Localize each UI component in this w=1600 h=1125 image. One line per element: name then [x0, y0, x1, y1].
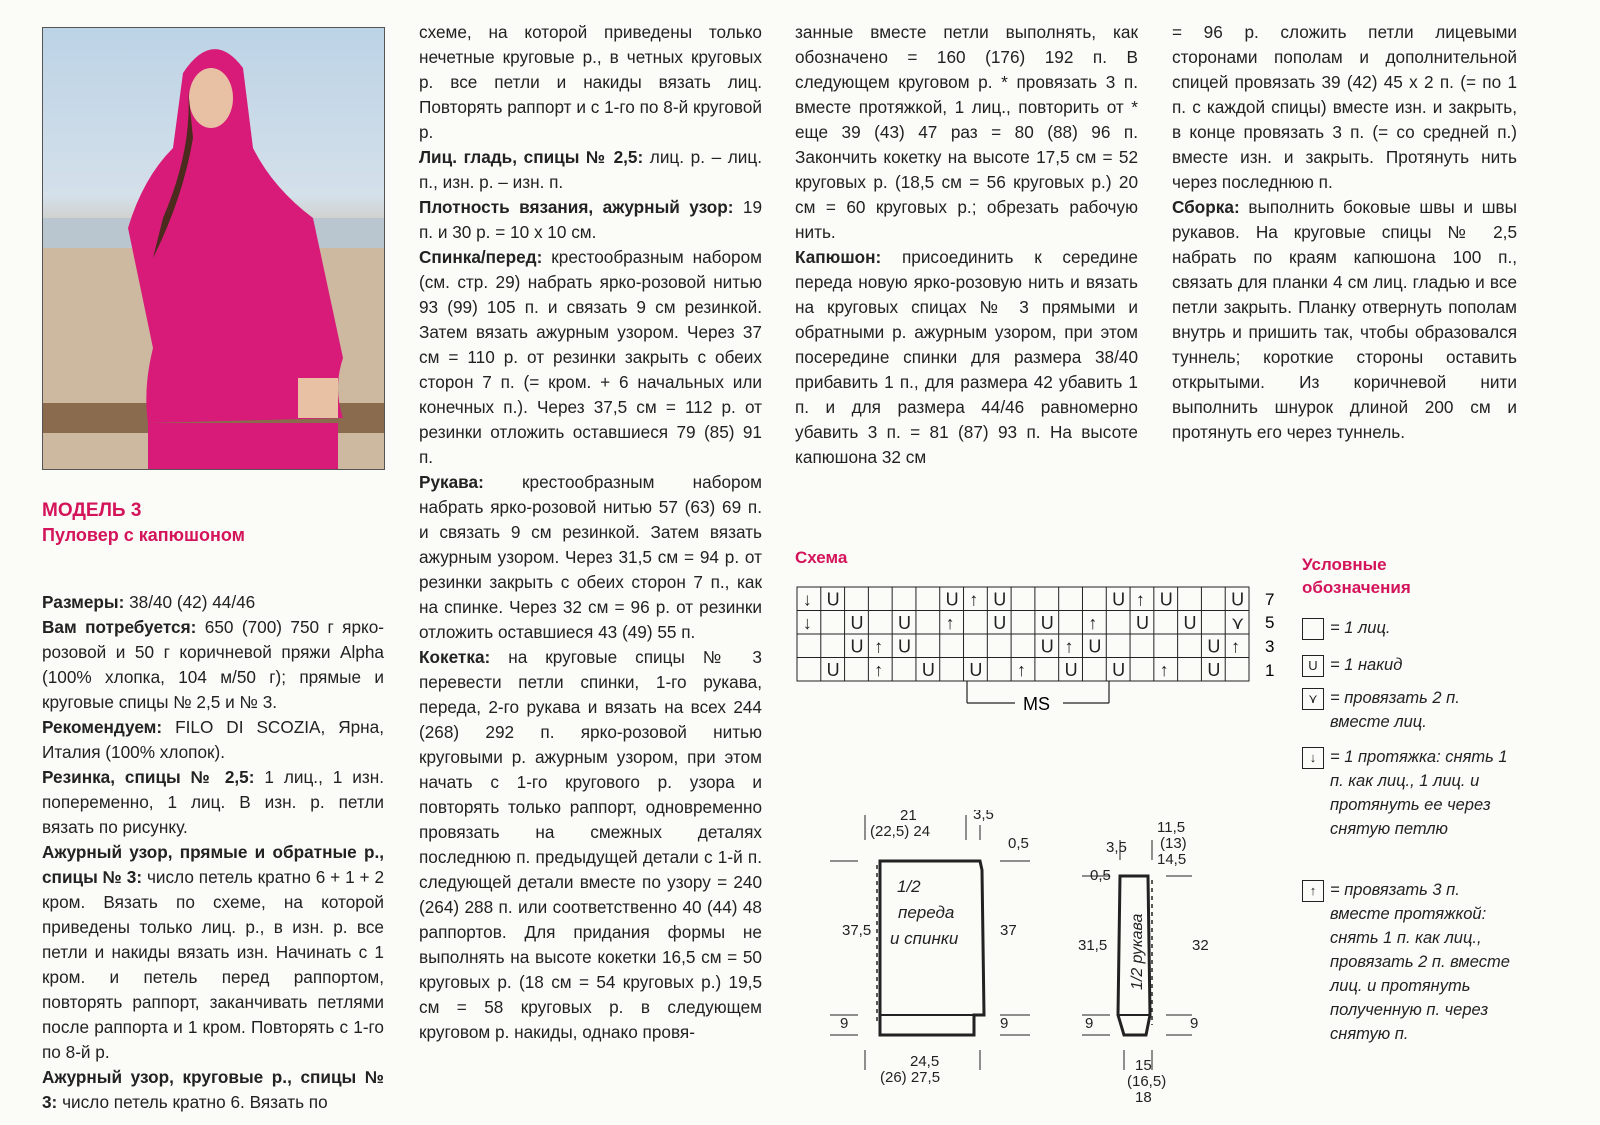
legend-title-line2: обозначения — [1302, 578, 1411, 597]
paragraph-text: 19 п. и 30 р. = 10 х 10 см. — [419, 197, 762, 242]
chart-stitch-symbol: ↓ — [802, 589, 812, 610]
paragraph-text: 650 (700) 750 г ярко-розовой и 50 г коричневой пряжи Alpha (100% хлопка, 104 м/50 г); прямые и круговые спицы № 2,5 и № 3. — [42, 617, 385, 712]
chart-stitch-symbol: U — [898, 636, 912, 657]
chart-stitch-symbol: U — [850, 636, 864, 657]
paragraph-text: число петель кратно 6 + 1 + 2 кром. Вязать по схеме, на которой приведены только лиц. р., в изн. р. все петли и накиды вязать изн. Начинать с 1 кром. и петель перед раппортом, повторять раппорт, заканчивать петлями после раппорта и 1 кром. Повторять с 1-го по 8-й р. — [42, 867, 385, 1062]
model-title-block — [42, 498, 245, 548]
sleeve-bottom-width-size3: 18 — [1135, 1089, 1152, 1106]
paragraph — [42, 1065, 384, 1115]
chart-stitch-symbol: U — [1135, 613, 1149, 633]
paragraph-text: лиц. р. – лиц. п., изн. р. – изн. п. — [419, 147, 762, 192]
paragraph — [1172, 195, 1517, 445]
yarn-over-symbol: U — [1302, 655, 1324, 677]
front-label-2: переда — [898, 903, 955, 922]
chart-stitch-symbol: U — [993, 613, 1007, 633]
chart-stitch-symbol: U — [1112, 589, 1126, 610]
sleeve-bottom-width: 15 — [1135, 1057, 1152, 1074]
model-subtitle: Пуловер с капюшоном — [42, 525, 245, 545]
chart-stitch-symbol: U — [1112, 660, 1126, 680]
paragraph — [419, 645, 762, 1045]
paragraph-heading: Рукава: — [419, 472, 484, 492]
paragraph-heading: Плотность вязания, ажурный узор: — [419, 197, 734, 217]
ssk-symbol: ↓ — [1302, 747, 1324, 769]
legend-k2tog-text: = провязать 2 п. вместе лиц. — [1330, 689, 1460, 731]
front-bottom-width: 24,5 — [910, 1053, 940, 1070]
paragraph — [419, 470, 762, 645]
paragraph-text: крестообразным набором (см. стр. 29) набрать ярко-розовой нитью 93 (99) 105 п. и связать 9 см резинкой. Затем вязать ажурным узором. Через 37 см = 110 р. от резинки закрыть с обеих сторон 7 п. (= кром. + 6 начальных или конечных п.). Через 37,5 см = 112 р. от резинки отложить оставшиеся 79 (85) 91 п. — [419, 247, 762, 467]
front-right-height: 37 — [1000, 922, 1017, 939]
front-bottom-width-sizes: (26) 27,5 — [880, 1069, 941, 1086]
front-label-1: 1/2 — [897, 877, 921, 896]
paragraph-text: FILO DI SCOZIA, Ярна, Италия (100% хлопок). — [42, 717, 384, 762]
paragraph — [42, 590, 384, 615]
paragraph-text: занные вместе петли выполнять, как обозначено = 160 (176) 192 п. В следующем круговом р. * провязать 3 п. вместе протяжкой, 1 лиц., повторить от * еще 39 (43) 47 раз = 80 (88) 96 п. Закончить кокетку на высоте 17,5 см = 52 круговых р. (18,5 см = 56 круговых р.) 20 см = 60 круговых р.; обрезать рабочую нить. — [795, 22, 1138, 242]
paragraph — [1172, 20, 1517, 195]
front-shoulder: 3,5 — [973, 810, 994, 823]
chart-stitch-symbol: ↑ — [1135, 589, 1145, 610]
paragraph-text: = 96 р. сложить петли лицевыми сторонами пополам и дополнительной спицей провязать 39 (42) 45 х 2 п. (= по 1 п. с каждой спицы) вместе изн. и закрыть, в конце провязать 3 п. (= со средней п.) вместе изн. и закрыть. Протянуть нить через последнюю п. — [1172, 22, 1517, 192]
paragraph — [419, 145, 762, 195]
front-rib-left: 9 — [840, 1015, 849, 1032]
k2tog-symbol: ⋎ — [1302, 688, 1324, 710]
text-column-2 — [419, 20, 762, 1045]
paragraph — [795, 245, 1138, 470]
legend-title-line1: Условные — [1302, 555, 1387, 574]
chart-stitch-symbol: ↑ — [1231, 636, 1241, 657]
chart-stitch-symbol: U — [1207, 636, 1221, 657]
paragraph-text: крестообразным набором набрать ярко-розовой нитью 57 (63) 69 п. и связать 9 см резинкой. Затем вязать ажурным узором. Через 31,5 см = 94 р. от резинки закрыть с обеих сторон 7 п., как на спинке. Через 32 см = 96 р. от резинки отложить оставшиеся 43 (49) 55 п. — [419, 472, 762, 642]
knit-stitch-symbol — [1302, 618, 1324, 640]
paragraph-heading: Вам потребуется: — [42, 617, 197, 637]
row-number-1: 1 — [1265, 661, 1275, 680]
sleeve-right-height: 32 — [1192, 937, 1209, 954]
chart-stitch-symbol: ↑ — [1088, 613, 1098, 633]
sleeve-rib-left: 9 — [1085, 1015, 1094, 1032]
paragraph-heading: Размеры: — [42, 592, 125, 612]
front-label-3: и спинки — [890, 929, 959, 948]
text-column-3 — [795, 20, 1138, 470]
paragraph-heading: Ажурный узор, прямые и обратные р., спицы № 3: — [42, 842, 384, 887]
model-photo — [42, 27, 385, 470]
paragraph — [419, 20, 762, 145]
paragraph-heading: Рекомендуем: — [42, 717, 163, 737]
paragraph-heading: Спинка/перед: — [419, 247, 543, 267]
front-left-height: 37,5 — [842, 922, 872, 939]
chart-stitch-symbol: ↑ — [1017, 660, 1026, 680]
sleeve-left-top: 0,5 — [1090, 867, 1111, 884]
chart-stitch-symbol: U — [1040, 636, 1054, 657]
legend-title — [1302, 553, 1411, 599]
chart-stitch-symbol: U — [1088, 636, 1102, 657]
legend-ssk-text: = 1 протяжка: снять 1 п. как лиц., 1 лиц. и протянуть ее через снятую петлю — [1330, 748, 1508, 838]
sleeve-top-left: 3,5 — [1106, 839, 1127, 856]
paragraph-text: схеме, на которой приведены только нечетные круговые р., в четных круговых р. все петли и накиды вязать лиц. Повторять раппорт и с 1-го по 8-й круговой р. — [419, 22, 762, 142]
paragraph-text: на круговые спицы № 3 перевести петли спинки, 1-го рукава, переда, 2-го рукава и вязать на всех 244 (268) 292 п. ярко-розовой нитью круговыми р. ажурным узором, при этом начать с 1-го кругового р. узора и повторять только раппорт, одновременно провязать на смежных деталях последнюю п. предыдущей детали с 1-й п. следующей детали вместе по узору = 240 (264) 288 п. или соответственно 40 (44) 48 раппортов. Для придания формы не выполнять на высоте кокетки 16,5 см = 50 круговых р. (18 см = 54 круговых р.) 19,5 см = 58 круговых р. в следующем круговом р. накиды, однако провя- — [419, 647, 762, 1042]
paragraph — [795, 20, 1138, 245]
paragraph-text: число петель кратно 6. Вязать по — [57, 1092, 328, 1112]
paragraph-text: выполнить боковые швы и швы рукавов. На круговые спицы № 2,5 набрать по краям капюшона 100 п., связать для планки 4 см лиц. гладью и все петли закрыть. Планку отвернуть пополам внутрь и пришить так, чтобы образовался туннель; короткие стороны оставить открытыми. Из коричневой нити выполнить шнурок длиной 200 см и протянуть его через туннель. — [1172, 197, 1517, 442]
legend-knit-text: = 1 лиц. — [1330, 619, 1391, 637]
chart-stitch-symbol: ↑ — [1064, 636, 1074, 657]
chart-stitch-symbol: U — [1064, 660, 1078, 680]
scheme-title: Схема — [795, 548, 848, 567]
row-number-5: 5 — [1265, 613, 1275, 632]
sleeve-label: 1/2 рукава — [1129, 913, 1146, 990]
chart-stitch-symbol: ↑ — [969, 589, 979, 610]
paragraph-heading: Резинка, спицы № 2,5: — [42, 767, 255, 787]
text-column-4 — [1172, 20, 1517, 445]
model-photo-illustration — [43, 28, 384, 469]
chart-stitch-symbol: U — [1040, 613, 1054, 633]
chart-stitch-symbol: ↑ — [945, 613, 955, 633]
sleeve-rib-right: 9 — [1190, 1015, 1199, 1032]
chart-stitch-symbol: U — [945, 589, 959, 610]
front-top-width-sizes: (22,5) 24 — [870, 823, 931, 840]
ms-label: MS — [1023, 694, 1050, 714]
chart-stitch-symbol: U — [850, 613, 864, 633]
paragraph-heading: Капюшон: — [795, 247, 882, 267]
chart-stitch-symbol: U — [921, 660, 935, 680]
chart-stitch-symbol: U — [993, 589, 1007, 610]
sleeve-top-width: 11,5 — [1157, 819, 1186, 836]
pattern-diagram — [830, 810, 1230, 1120]
row-number-7: 7 — [1265, 590, 1275, 609]
legend-yarn-over-text: = 1 накид — [1330, 656, 1403, 674]
chart-stitch-symbol: ↓ — [802, 613, 812, 633]
paragraph-text: 1 лиц., 1 изн. попеременно, 1 лиц. В изн. р. петли вязать по рисунку. — [42, 767, 384, 837]
chart-stitch-symbol: U — [826, 660, 840, 680]
paragraph — [419, 245, 762, 470]
knitting-chart — [795, 585, 1285, 725]
chart-stitch-symbol: U — [1231, 589, 1245, 610]
sk2p-symbol: ↑ — [1302, 880, 1324, 902]
row-number-3: 3 — [1265, 637, 1275, 656]
paragraph — [42, 615, 384, 715]
paragraph-text: 38/40 (42) 44/46 — [124, 592, 256, 612]
chart-stitch-symbol: U — [1183, 613, 1197, 633]
chart-stitch-symbol: U — [826, 589, 840, 610]
chart-stitch-symbol: ↑ — [874, 636, 884, 657]
model-title: МОДЕЛЬ 3 — [42, 500, 142, 521]
paragraph — [42, 715, 384, 765]
sleeve-top-width-size3: 14,5 — [1157, 851, 1187, 868]
legend-sk2p-text: = провязать 3 п. вместе протяжкой: снять 1 п. как лиц., провязать 2 п. вместе лиц. и протянуть полученную п. через снятую п. — [1330, 881, 1510, 1043]
front-right-top: 0,5 — [1008, 835, 1029, 852]
chart-stitch-symbol: U — [898, 613, 912, 633]
chart-stitch-symbol: ⋎ — [1231, 613, 1245, 633]
chart-stitch-symbol: ↑ — [1159, 660, 1169, 680]
chart-stitch-symbol: U — [1207, 660, 1221, 680]
front-top-width: 21 — [900, 810, 917, 824]
chart-stitch-symbol: U — [969, 660, 983, 680]
paragraph-heading: Кокетка: — [419, 647, 491, 667]
paragraph-text: присоединить к середине переда новую ярко-розовую нить и вязать на круговых спицах № 3 прямыми и обратными р. ажурным узором, при этом посередине спинки для размера 38/40 прибавить 1 п., для размера 42 убавить 1 п. и для размера 44/46 равномерно убавить 3 п. = 81 (87) 93 п. На высоте капюшона 32 см — [795, 247, 1138, 467]
paragraph-heading: Лиц. гладь, спицы № 2,5: — [419, 147, 644, 167]
paragraph — [42, 840, 384, 1065]
sleeve-bottom-width-size2: (16,5) — [1127, 1073, 1167, 1090]
paragraph — [419, 195, 762, 245]
text-column-1 — [42, 590, 384, 1115]
paragraph-heading: Ажурный узор, круговые р., спицы № 3: — [42, 1067, 384, 1112]
chart-stitch-symbol: U — [1159, 589, 1173, 610]
sleeve-top-width-size2: (13) — [1160, 835, 1187, 852]
paragraph-heading: Сборка: — [1172, 197, 1240, 217]
front-rib-right: 9 — [1000, 1015, 1009, 1032]
chart-stitch-symbol: ↑ — [874, 660, 884, 680]
sleeve-left-height: 31,5 — [1078, 937, 1108, 954]
paragraph — [42, 765, 384, 840]
